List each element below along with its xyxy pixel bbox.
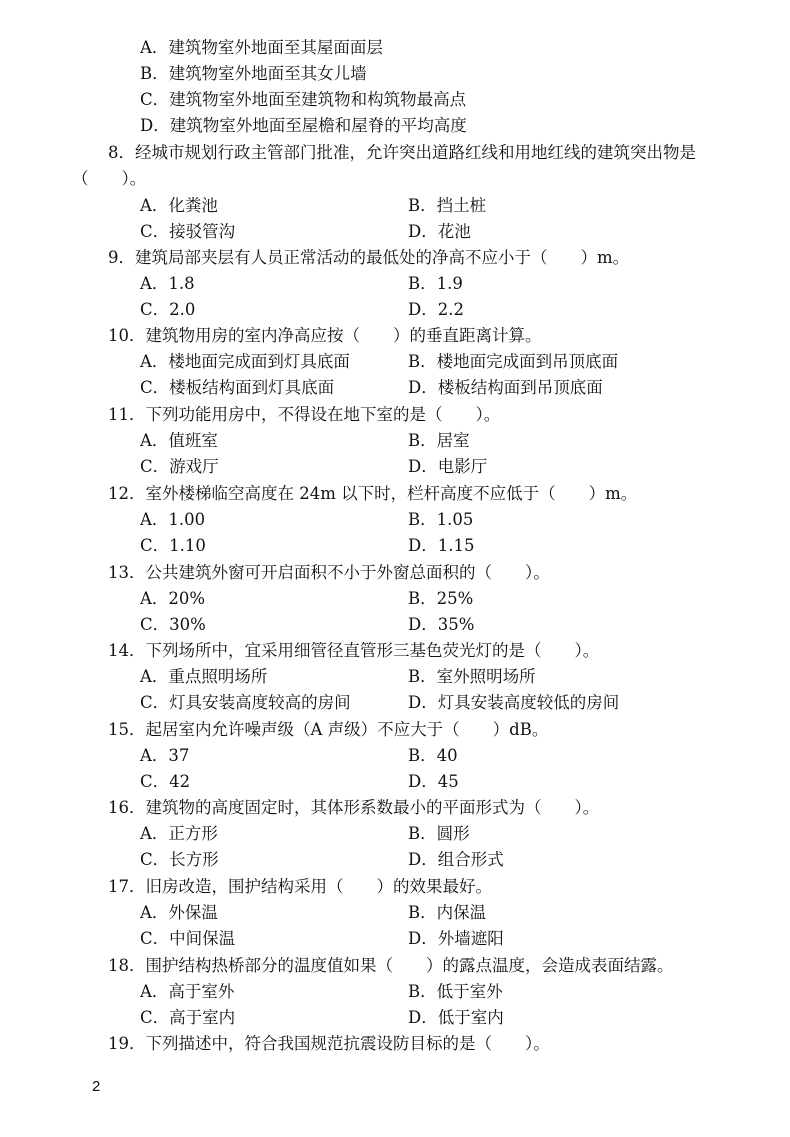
q8-option-d: D．花池	[408, 222, 471, 241]
q9-option-a: A．1.8	[140, 274, 195, 293]
q12-option-c: C．1.10	[140, 536, 206, 555]
q13-stem: 13．公共建筑外窗可开启面积不小于外窗总面积的（ ）。	[108, 563, 550, 582]
q19-stem: 19．下列描述中，符合我国规范抗震设防目标的是（ ）。	[108, 1034, 550, 1053]
q16-option-d: D．组合形式	[408, 850, 504, 869]
q10-option-a: A．楼地面完成面到灯具底面	[140, 352, 350, 371]
q8-option-a: A．化粪池	[140, 196, 218, 215]
q10-option-d: D．楼板结构面到吊顶底面	[408, 378, 603, 397]
q7-option-d: D．建筑物室外地面至屋檐和屋脊的平均高度	[140, 116, 467, 135]
q15-option-c: C．42	[140, 772, 191, 791]
q9-option-b: B．1.9	[408, 274, 463, 293]
page-number: 2	[92, 1078, 101, 1095]
q17-option-a: A．外保温	[140, 903, 218, 922]
q11-option-d: D．电影厅	[408, 457, 488, 476]
q9-option-c: C．2.0	[140, 300, 196, 319]
q8-option-b: B．挡土桩	[408, 196, 487, 215]
q10-stem: 10．建筑物用房的室内净高应按（ ）的垂直距离计算。	[108, 326, 542, 345]
q14-option-a: A．重点照明场所	[140, 667, 268, 686]
q11-option-b: B．居室	[408, 431, 470, 450]
q9-stem: 9．建筑局部夹层有人员正常活动的最低处的净高不应小于（ ）m。	[108, 248, 630, 267]
q14-stem: 14．下列场所中，宜采用细管径直管形三基色荧光灯的是（ ）。	[108, 641, 600, 660]
q14-option-b: B．室外照明场所	[408, 667, 536, 686]
q11-stem: 11．下列功能用房中，不得设在地下室的是（ ）。	[108, 405, 501, 424]
q10-option-c: C．楼板结构面到灯具底面	[140, 378, 335, 397]
q11-option-c: C．游戏厅	[140, 457, 219, 476]
q12-stem: 12．室外楼梯临空高度在 24m 以下时，栏杆高度不应低于（ ）m。	[108, 484, 638, 503]
q13-option-b: B．25%	[408, 589, 474, 608]
q17-option-c: C．中间保温	[140, 929, 236, 948]
q15-stem: 15．起居室内允许噪声级（A 声级）不应大于（ ）dB。	[108, 720, 549, 739]
q7-option-a: A．建筑物室外地面至其屋面面层	[140, 38, 383, 57]
q18-option-c: C．高于室内	[140, 1008, 236, 1027]
q12-option-a: A．1.00	[140, 510, 206, 529]
q8-stem: 8．经城市规划行政主管部门批准，允许突出道路红线和用地红线的建筑突出物是	[108, 143, 696, 162]
q17-option-d: D．外墙遮阳	[408, 929, 504, 948]
q14-option-d: D．灯具安装高度较低的房间	[408, 693, 620, 712]
q18-option-d: D．低于室内	[408, 1008, 504, 1027]
q18-option-b: B．低于室外	[408, 982, 503, 1001]
q18-stem: 18．围护结构热桥部分的温度值如果（ ）的露点温度，会造成表面结露。	[108, 956, 674, 975]
q16-stem: 16．建筑物的高度固定时，其体形系数最小的平面形式为（ ）。	[108, 798, 600, 817]
q16-option-a: A．正方形	[140, 824, 218, 843]
q16-option-c: C．长方形	[140, 850, 219, 869]
q7-option-c: C．建筑物室外地面至建筑物和构筑物最高点	[140, 90, 467, 109]
q12-option-b: B．1.05	[408, 510, 474, 529]
q15-option-a: A．37	[140, 746, 190, 765]
q18-option-a: A．高于室外	[140, 982, 235, 1001]
q8-stem-continued: （ ）。	[72, 169, 147, 188]
q13-option-a: A．20%	[140, 589, 206, 608]
q15-option-b: B．40	[408, 746, 458, 765]
q7-option-b: B．建筑物室外地面至其女儿墙	[140, 64, 367, 83]
q16-option-b: B．圆形	[408, 824, 470, 843]
q14-option-c: C．灯具安装高度较高的房间	[140, 693, 351, 712]
q13-option-c: C．30%	[140, 615, 206, 634]
q13-option-d: D．35%	[408, 615, 475, 634]
q17-option-b: B．内保温	[408, 903, 487, 922]
q11-option-a: A．值班室	[140, 431, 218, 450]
q9-option-d: D．2.2	[408, 300, 464, 319]
q8-option-c: C．接驳管沟	[140, 222, 236, 241]
q15-option-d: D．45	[408, 772, 459, 791]
q17-stem: 17．旧房改造，围护结构采用（ ）的效果最好。	[108, 877, 492, 896]
q10-option-b: B．楼地面完成面到吊顶底面	[408, 352, 619, 371]
q12-option-d: D．1.15	[408, 536, 475, 555]
